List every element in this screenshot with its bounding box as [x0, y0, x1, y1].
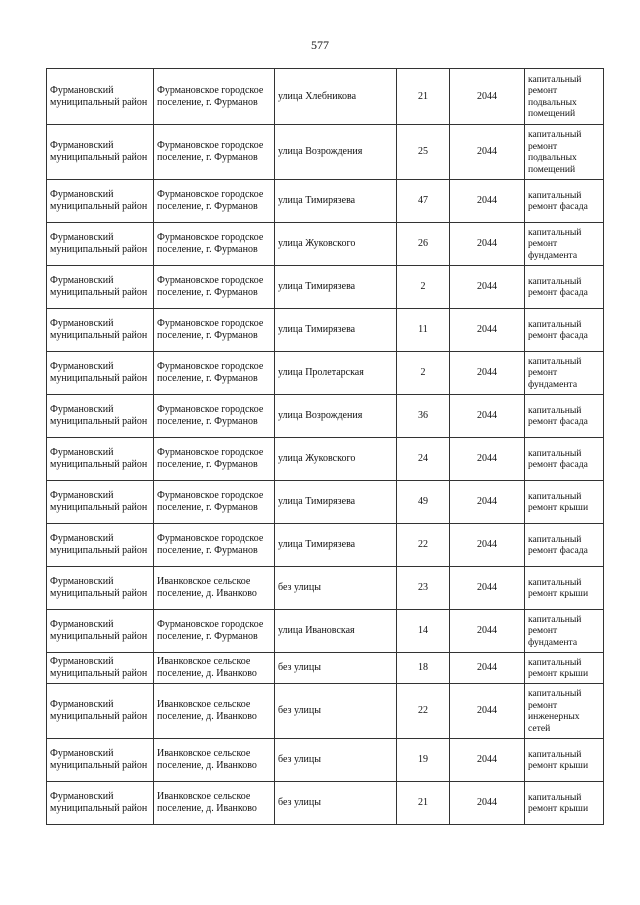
work-type-cell: капитальный ремонт фасада: [525, 309, 604, 352]
district-cell: Фурмановский муниципальный район: [47, 309, 154, 352]
work-type-cell: капитальный ремонт фундамента: [525, 610, 604, 653]
settlement-cell: Фурмановское городское поселение, г. Фурманов: [154, 481, 275, 524]
work-type-cell: капитальный ремонт фасада: [525, 395, 604, 438]
street-cell: улица Возрождения: [275, 125, 397, 180]
table-row: [47, 223, 604, 266]
year-cell: 2044: [450, 481, 525, 524]
year-cell: 2044: [450, 739, 525, 782]
district-cell: Фурмановский муниципальный район: [47, 739, 154, 782]
settlement-cell: Фурмановское городское поселение, г. Фурманов: [154, 223, 275, 266]
year-cell: 2044: [450, 438, 525, 481]
year-cell: 2044: [450, 309, 525, 352]
year-cell: 2044: [450, 782, 525, 825]
house-number-cell: 47: [397, 180, 450, 223]
house-number-cell: 26: [397, 223, 450, 266]
district-cell: Фурмановский муниципальный район: [47, 524, 154, 567]
street-cell: улица Жуковского: [275, 223, 397, 266]
settlement-cell: Иванковское сельское поселение, д. Иванково: [154, 567, 275, 610]
settlement-cell: Фурмановское городское поселение, г. Фурманов: [154, 69, 275, 125]
work-type-cell: капитальный ремонт крыши: [525, 653, 604, 684]
work-type-cell: капитальный ремонт крыши: [525, 782, 604, 825]
page-number: 577: [311, 38, 329, 52]
district-cell: Фурмановский муниципальный район: [47, 610, 154, 653]
table-row: [47, 309, 604, 352]
work-type-cell: капитальный ремонт крыши: [525, 481, 604, 524]
settlement-cell: Иванковское сельское поселение, д. Иванково: [154, 739, 275, 782]
year-cell: 2044: [450, 223, 525, 266]
district-cell: Фурмановский муниципальный район: [47, 653, 154, 684]
table-row: [47, 180, 604, 223]
district-cell: Фурмановский муниципальный район: [47, 352, 154, 395]
street-cell: улица Пролетарская: [275, 352, 397, 395]
year-cell: 2044: [450, 524, 525, 567]
street-cell: улица Хлебникова: [275, 69, 397, 125]
house-number-cell: 23: [397, 567, 450, 610]
settlement-cell: Фурмановское городское поселение, г. Фурманов: [154, 352, 275, 395]
table-row: [47, 567, 604, 610]
street-cell: улица Тимирязева: [275, 524, 397, 567]
settlement-cell: Фурмановское городское поселение, г. Фурманов: [154, 309, 275, 352]
work-type-cell: капитальный ремонт фундамента: [525, 223, 604, 266]
year-cell: 2044: [450, 266, 525, 309]
house-number-cell: 49: [397, 481, 450, 524]
settlement-cell: Фурмановское городское поселение, г. Фурманов: [154, 438, 275, 481]
year-cell: 2044: [450, 653, 525, 684]
year-cell: 2044: [450, 180, 525, 223]
settlement-cell: Фурмановское городское поселение, г. Фурманов: [154, 180, 275, 223]
table-row: [47, 684, 604, 739]
work-type-cell: капитальный ремонт фасада: [525, 180, 604, 223]
house-number-cell: 21: [397, 782, 450, 825]
work-type-cell: капитальный ремонт подвальных помещений: [525, 125, 604, 180]
house-number-cell: 22: [397, 684, 450, 739]
work-type-cell: капитальный ремонт фасада: [525, 438, 604, 481]
settlement-cell: Фурмановское городское поселение, г. Фурманов: [154, 610, 275, 653]
table-row: [47, 610, 604, 653]
settlement-cell: Иванковское сельское поселение, д. Иванково: [154, 782, 275, 825]
year-cell: 2044: [450, 684, 525, 739]
work-type-cell: капитальный ремонт крыши: [525, 739, 604, 782]
house-number-cell: 18: [397, 653, 450, 684]
table-row: [47, 782, 604, 825]
table-row: [47, 125, 604, 180]
table-row: [47, 481, 604, 524]
district-cell: Фурмановский муниципальный район: [47, 223, 154, 266]
year-cell: 2044: [450, 352, 525, 395]
house-number-cell: 2: [397, 352, 450, 395]
house-number-cell: 14: [397, 610, 450, 653]
table-row: [47, 653, 604, 684]
district-cell: Фурмановский муниципальный район: [47, 567, 154, 610]
work-type-cell: капитальный ремонт инженерных сетей: [525, 684, 604, 739]
district-cell: Фурмановский муниципальный район: [47, 438, 154, 481]
street-cell: улица Тимирязева: [275, 266, 397, 309]
year-cell: 2044: [450, 610, 525, 653]
house-number-cell: 24: [397, 438, 450, 481]
house-number-cell: 11: [397, 309, 450, 352]
district-cell: Фурмановский муниципальный район: [47, 180, 154, 223]
house-number-cell: 19: [397, 739, 450, 782]
district-cell: Фурмановский муниципальный район: [47, 125, 154, 180]
table-row: [47, 524, 604, 567]
table-row: [47, 69, 604, 125]
year-cell: 2044: [450, 125, 525, 180]
work-type-cell: капитальный ремонт фундамента: [525, 352, 604, 395]
table-row: [47, 438, 604, 481]
work-type-cell: капитальный ремонт фасада: [525, 524, 604, 567]
street-cell: улица Тимирязева: [275, 481, 397, 524]
year-cell: 2044: [450, 69, 525, 125]
table-body: [47, 69, 604, 825]
street-cell: без улицы: [275, 782, 397, 825]
street-cell: улица Возрождения: [275, 395, 397, 438]
district-cell: Фурмановский муниципальный район: [47, 266, 154, 309]
work-type-cell: капитальный ремонт крыши: [525, 567, 604, 610]
house-number-cell: 25: [397, 125, 450, 180]
table-row: [47, 739, 604, 782]
street-cell: улица Жуковского: [275, 438, 397, 481]
street-cell: улица Ивановская: [275, 610, 397, 653]
street-cell: улица Тимирязева: [275, 309, 397, 352]
work-type-cell: капитальный ремонт подвальных помещений: [525, 69, 604, 125]
house-number-cell: 22: [397, 524, 450, 567]
table-row: [47, 266, 604, 309]
settlement-cell: Фурмановское городское поселение, г. Фурманов: [154, 266, 275, 309]
street-cell: улица Тимирязева: [275, 180, 397, 223]
settlement-cell: Иванковское сельское поселение, д. Иванково: [154, 653, 275, 684]
district-cell: Фурмановский муниципальный район: [47, 395, 154, 438]
street-cell: без улицы: [275, 684, 397, 739]
work-type-cell: капитальный ремонт фасада: [525, 266, 604, 309]
house-number-cell: 21: [397, 69, 450, 125]
settlement-cell: Фурмановское городское поселение, г. Фурманов: [154, 524, 275, 567]
settlement-cell: Фурмановское городское поселение, г. Фурманов: [154, 125, 275, 180]
district-cell: Фурмановский муниципальный район: [47, 69, 154, 125]
house-number-cell: 2: [397, 266, 450, 309]
repair-schedule-table: [46, 68, 604, 825]
district-cell: Фурмановский муниципальный район: [47, 684, 154, 739]
district-cell: Фурмановский муниципальный район: [47, 782, 154, 825]
table-row: [47, 352, 604, 395]
settlement-cell: Иванковское сельское поселение, д. Иванково: [154, 684, 275, 739]
year-cell: 2044: [450, 567, 525, 610]
table-row: [47, 395, 604, 438]
street-cell: без улицы: [275, 653, 397, 684]
street-cell: без улицы: [275, 739, 397, 782]
settlement-cell: Фурмановское городское поселение, г. Фурманов: [154, 395, 275, 438]
district-cell: Фурмановский муниципальный район: [47, 481, 154, 524]
street-cell: без улицы: [275, 567, 397, 610]
house-number-cell: 36: [397, 395, 450, 438]
year-cell: 2044: [450, 395, 525, 438]
